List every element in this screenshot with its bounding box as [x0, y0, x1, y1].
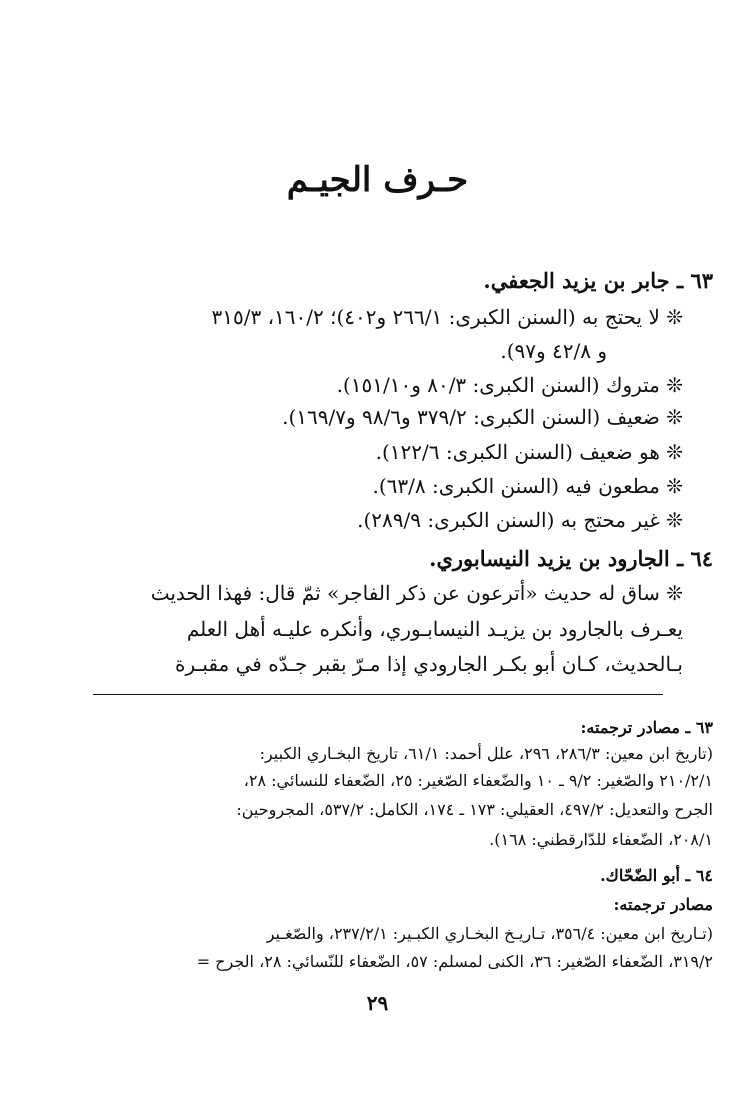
footnote-63-line-2: ٢١٠/٢/١ والصّغير: ٩/٢ ـ ١٠ والضّعفاء الصّغير: ٢٥، الضّعفاء للنسائي: ٢٨، — [243, 771, 713, 790]
entry-63-line-3: ❊ متروك (السنن الكبرى: ٨٠/٣ و١٥١/١٠). — [336, 373, 683, 397]
footnote-64-label: مصادر ترجمته: — [613, 895, 713, 914]
footnote-64-heading: ٦٤ ـ أبو الضّحّاك. — [600, 866, 713, 885]
footnote-63-label: ٦٣ ـ مصادر ترجمته: — [580, 718, 713, 737]
footnote-63-line-1: (تاريخ ابن معين: ٢٨٦/٣، ٢٩٦، علل أحمد: ٦١/١، تاريخ البخـاري الكبير: — [259, 744, 713, 763]
entry-64-line-2: يعـرف بالجارود بن يزيـد النيسابـوري، وأنكره عليـه أهل العلم — [186, 617, 683, 641]
entry-63-line-1: ❊ لا يحتج به (السنن الكبرى: ٢٦٦/١ و٤٠٢)؛ ١٦٠/٢، ٣١٥/٣ — [211, 305, 683, 329]
entry-63-line-7: ❊ غير محتج به (السنن الكبرى: ٢٨٩/٩). — [357, 508, 683, 532]
entry-63-heading: ٦٣ ـ جابر بن يزيد الجعفي. — [483, 268, 713, 293]
footnote-64-line-1: (تـاريخ ابن معين: ٣٥٦/٤، تـاريـخ البخـاري الكبـير: ٢٣٧/٢/١، والصّغـير — [266, 924, 713, 943]
footnote-separator — [93, 694, 663, 695]
entry-64-line-1: ❊ ساق له حديث «أترعون عن ذكر الفاجر» ثمّ قال: فهذا الحديث — [150, 581, 683, 605]
entry-64-line-3: بـالحديث، كـان أبو بكـر الجارودي إذا مـرّ بقبر جـدّه في مقبـرة — [175, 652, 683, 676]
entry-63-line-4: ❊ ضعيف (السنن الكبرى: ٣٧٩/٢ و٩٨/٦ و١٦٩/٧). — [282, 405, 683, 429]
footnote-63-line-4: ٢٠٨/١، الضّعفاء للدّارقطني: ١٦٨). — [489, 830, 713, 849]
chapter-title: حـرف الجيـم — [286, 160, 469, 200]
footnote-64-line-2: ٣١٩/٢، الضّعفاء الصّغير: ٣٦، الكنى لمسلم: ٥٧، الضّعفاء للنّسائي: ٢٨، الجرح = — [196, 952, 713, 971]
entry-63-line-5: ❊ هو ضعيف (السنن الكبرى: ١٢٢/٦). — [375, 440, 683, 464]
page-number: ٢٩ — [366, 991, 389, 1015]
entry-64-heading: ٦٤ ـ الجارود بن يزيد النيسابوري. — [429, 546, 713, 571]
entry-63-line-6: ❊ مطعون فيه (السنن الكبرى: ٦٣/٨). — [372, 474, 683, 498]
footnote-63-line-3: الجرح والتعديل: ٤٩٧/٢، العقيلي: ١٧٣ ـ ١٧٤، الكامل: ٥٣٧/٢، المجروحين: — [236, 800, 713, 819]
entry-63-line-2: و ٤٢/٨ و٩٧). — [500, 339, 607, 363]
